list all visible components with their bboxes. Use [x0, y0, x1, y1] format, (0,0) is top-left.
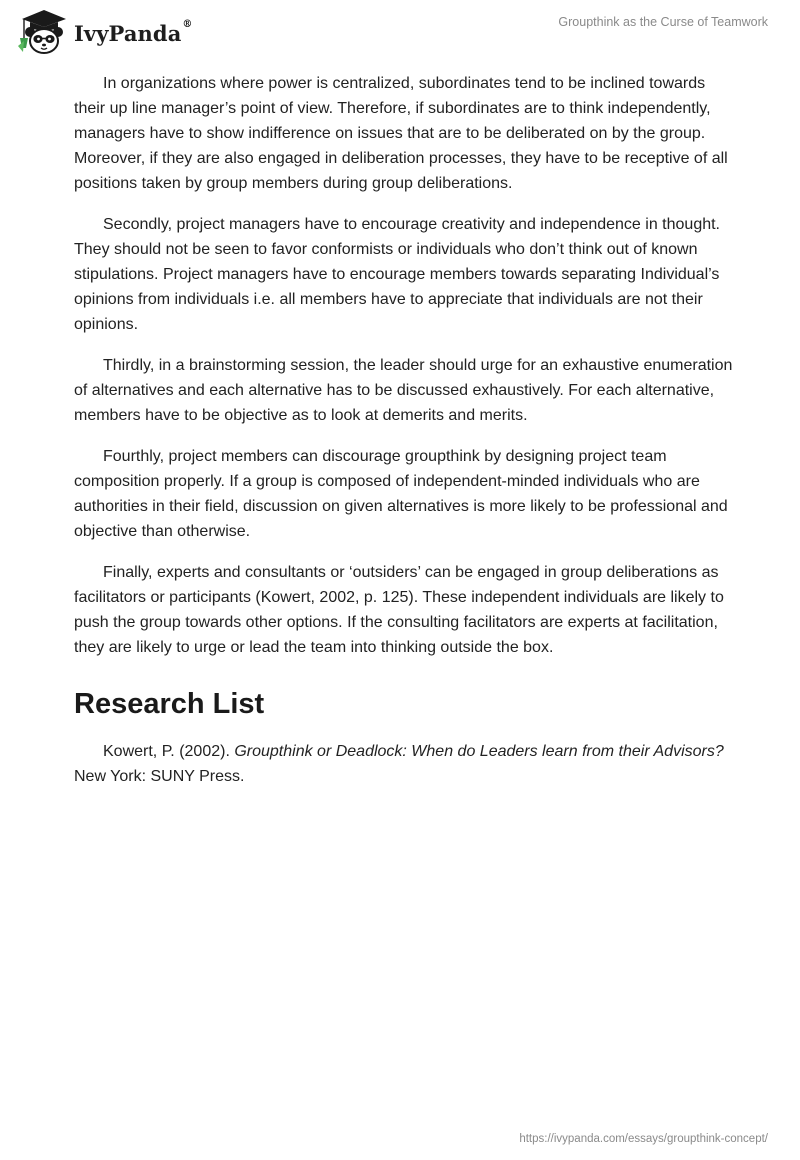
reference-publisher: New York: SUNY Press.	[74, 768, 245, 785]
document-title: Groupthink as the Curse of Teamwork	[558, 15, 768, 29]
body-paragraph: Finally, experts and consultants or ‘outsiders’ can be engaged in group deliberations as facilitators or participants (Kowert, 2002, p. 125). These independent individuals are likely to push the group towards other options. If the consulting facilitators are experts at facilitation, they are likely to urge or lead the team into thinking outside the box.	[74, 564, 724, 656]
reference-entry	[74, 739, 734, 789]
research-list-heading: Research List	[74, 688, 265, 720]
page-header	[0, 0, 800, 60]
source-url[interactable]: https://ivypanda.com/essays/groupthink-concept/	[519, 1133, 768, 1145]
reference-title: Groupthink or Deadlock: When do Leaders learn from their Advisors?	[234, 743, 724, 760]
panda-graduation-cap-icon	[14, 8, 74, 56]
brand-name: IvyPanda®	[74, 18, 193, 46]
brand-logo[interactable]	[14, 8, 193, 56]
essay-content	[74, 71, 734, 789]
body-paragraph: Secondly, project managers have to encourage creativity and independence in thought. They should not be seen to favor conformists or individuals who don’t think out of known stipulations. Project managers have to encourage members towards separating Individual’s opinions from individuals i.e. all members have to appreciate that individuals are not their opinions.	[74, 216, 720, 333]
body-paragraph: In organizations where power is centralized, subordinates tend to be inclined towards their up line manager’s point of view. Therefore, if subordinates are to think independently, managers have to show indifference on issues that are to be deliberated on by the group. Moreover, if they are also engaged in deliberation processes, they have to be receptive of all positions taken by group members during group deliberations.	[74, 75, 728, 192]
body-paragraph: Thirdly, in a brainstorming session, the leader should urge for an exhaustive enumeration of alternatives and each alternative has to be discussed exhaustively. For each alternative, members have to be objective as to look at demerits and merits.	[74, 357, 733, 424]
reference-author-year: Kowert, P. (2002).	[103, 743, 235, 760]
body-paragraph: Fourthly, project members can discourage groupthink by designing project team composition properly. If a group is composed of independent-minded individuals who are authorities in their field, discussion on given alternatives is more likely to be professional and objective than otherwise.	[74, 448, 728, 540]
